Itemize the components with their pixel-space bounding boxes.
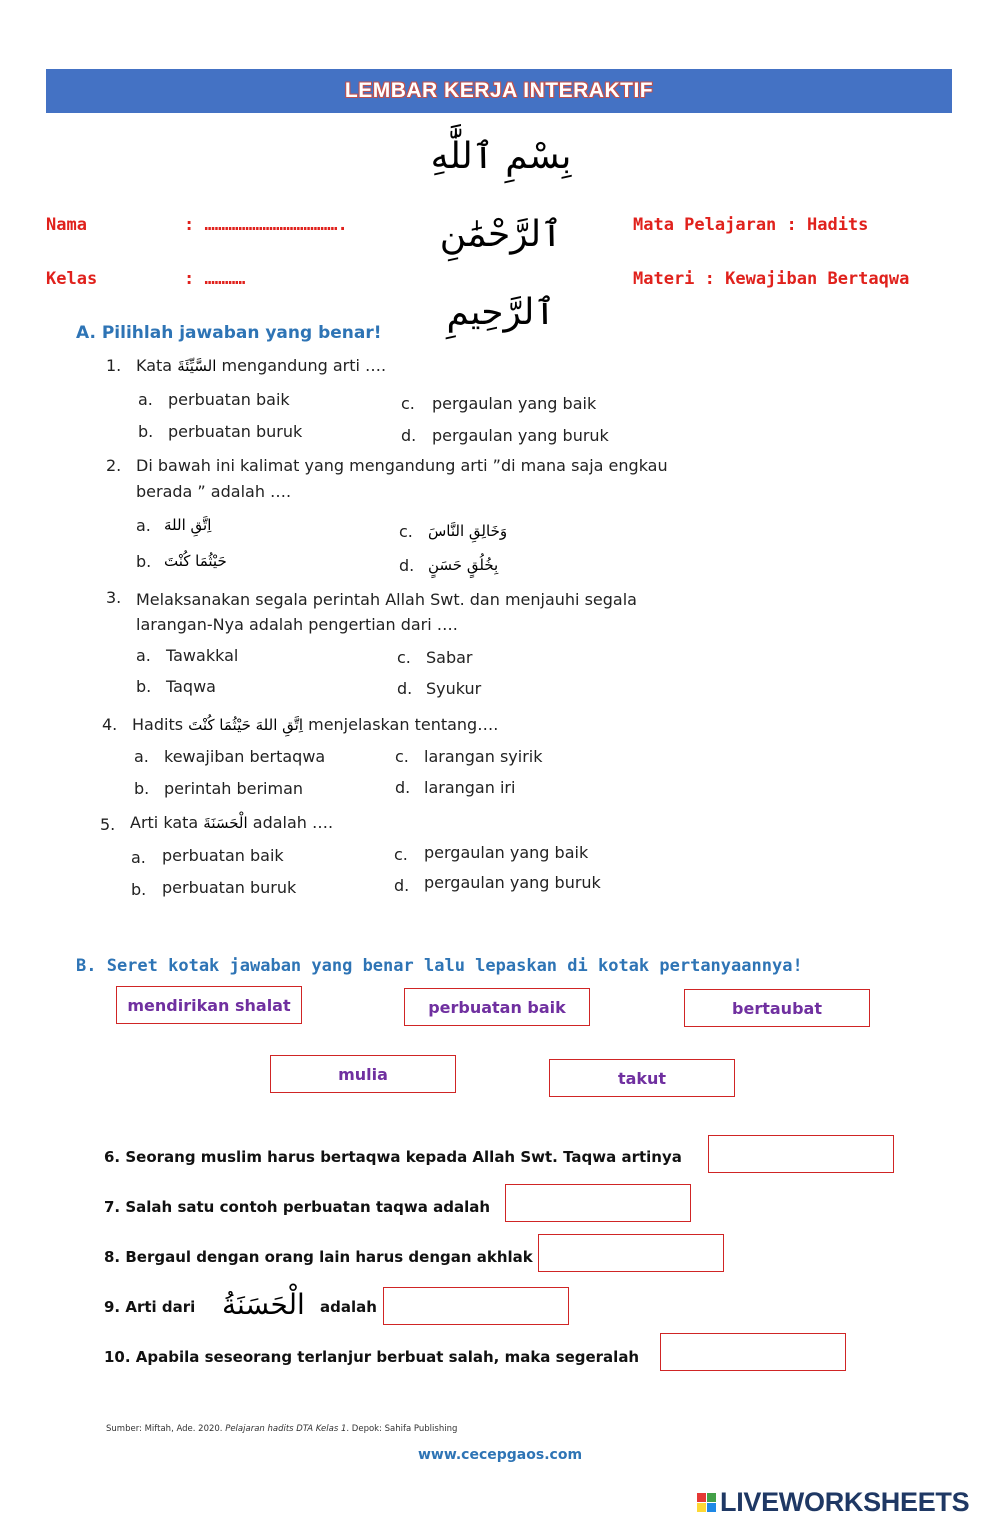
q3-option-b[interactable]: Taqwa [166,677,216,696]
q5-option-c[interactable]: pergaulan yang baik [424,843,589,862]
drag-option-takut[interactable]: takut [549,1059,735,1097]
question-6: 6. Seorang muslim harus bertaqwa kepada Allah Swt. Taqwa artinya [104,1148,682,1166]
worksheet-title: LEMBAR KERJA INTERAKTIF [344,79,654,102]
q5-option-a[interactable]: perbuatan baik [162,846,284,865]
q3-option-b-letter[interactable]: b. [136,677,152,696]
drop-zone-9[interactable] [383,1287,569,1325]
q2-option-b-letter[interactable]: b. [136,552,152,571]
question-5-pre: Arti kata [130,813,199,832]
question-7: 7. Salah satu contoh perbuatan taqwa adalah [104,1198,491,1216]
q2-option-c[interactable]: وَخَالِقِ النَّاسَ [428,522,508,540]
q2-option-d-letter[interactable]: d. [399,556,415,575]
question-9-pre: 9. Arti dari [104,1298,196,1316]
q2-option-b[interactable]: حَيْثُمَا كُنْتَ [164,552,227,570]
question-9-arabic: الْحَسَنَةُ [222,1288,305,1321]
q3-option-c[interactable]: Sabar [426,648,473,667]
question-4-pre: Hadits [132,715,184,734]
q5-option-d[interactable]: pergaulan yang buruk [424,873,601,892]
section-b-heading: B. Seret kotak jawaban yang benar lalu lepaskan di kotak pertanyaannya! [76,956,803,976]
q5-option-c-letter[interactable]: c. [394,845,408,864]
question-1-pre: Kata [136,356,173,375]
q2-option-c-letter[interactable]: c. [399,522,413,541]
drop-zone-10[interactable] [660,1333,846,1371]
q1-option-a[interactable]: perbuatan baik [168,390,290,409]
q2-option-a[interactable]: اِتَّقِ اللهَ [164,516,212,534]
basmala-calligraphy: بِسْمِ ٱللَّٰهِ ٱلرَّحْمَٰنِ ٱلرَّحِيمِ [430,136,572,333]
drag-option-mendirikan-shalat[interactable]: mendirikan shalat [116,986,302,1024]
q1-option-c[interactable]: pergaulan yang baik [432,394,597,413]
question-9-post: adalah [320,1298,377,1316]
q1-option-b-letter[interactable]: b. [138,422,154,441]
website-link[interactable]: www.cecepgaos.com [417,1447,583,1463]
question-5-text [130,813,333,832]
kelas-field: : ………… [184,269,246,289]
q5-option-a-letter[interactable]: a. [131,848,146,867]
q1-option-d[interactable]: pergaulan yang buruk [432,426,609,445]
title-banner [46,69,952,113]
subject-info: Mata Pelajaran : Hadits [633,215,869,235]
question-2-line2: berada ” adalah …. [136,482,292,501]
section-a-heading: A. Pilihlah jawaban yang benar! [76,323,382,343]
kelas-label: Kelas [46,269,98,289]
q5-option-d-letter[interactable]: d. [394,876,410,895]
question-1-number: 1. [106,356,122,375]
question-3-number: 3. [106,588,122,607]
question-8: 8. Bergaul dengan orang lain harus dengan akhlak [104,1248,533,1266]
q3-option-a[interactable]: Tawakkal [166,646,239,665]
source-publisher: . Depok: Sahifa Publishing [346,1424,458,1434]
nama-label: Nama [46,215,87,235]
q5-option-b-letter[interactable]: b. [131,880,147,899]
q4-option-a[interactable]: kewajiban bertaqwa [164,747,326,766]
q3-option-a-letter[interactable]: a. [136,646,151,665]
q4-option-d[interactable]: larangan iri [424,778,516,797]
liveworksheets-logo[interactable] [697,1487,969,1518]
question-5-arabic: الْحَسَنَةَ [203,814,248,832]
q1-option-a-letter[interactable]: a. [138,390,153,409]
liveworksheets-brand: LIVEWORKSHEETS [720,1487,970,1517]
question-10: 10. Apabila seseorang terlanjur berbuat salah, maka segeralah [104,1348,640,1366]
question-1-text [136,356,386,375]
drag-option-bertaubat[interactable]: bertaubat [684,989,870,1027]
q2-option-d[interactable]: بِخُلُقٍ حَسَنٍ [428,556,499,574]
q5-option-b[interactable]: perbuatan buruk [162,878,297,897]
question-4-number: 4. [102,715,118,734]
question-5-post: adalah …. [252,813,334,832]
drag-option-perbuatan-baik[interactable]: perbuatan baik [404,988,590,1026]
drop-zone-7[interactable] [505,1184,691,1222]
q3-option-c-letter[interactable]: c. [397,648,411,667]
drop-zone-6[interactable] [708,1135,894,1173]
drag-option-mulia[interactable]: mulia [270,1055,456,1093]
q4-option-c-letter[interactable]: c. [395,747,409,766]
q1-option-d-letter[interactable]: d. [401,426,417,445]
q4-option-d-letter[interactable]: d. [395,778,411,797]
question-5-number: 5. [100,815,116,834]
q3-option-d[interactable]: Syukur [426,679,482,698]
question-3-line2: larangan-Nya adalah pengertian dari …. [136,615,458,634]
q3-option-d-letter[interactable]: d. [397,679,413,698]
drop-zone-8[interactable] [538,1234,724,1272]
source-title: Pelajaran hadits DTA Kelas 1 [225,1424,347,1434]
source-citation [106,1424,457,1434]
q4-option-b[interactable]: perintah beriman [164,779,304,798]
q1-option-c-letter[interactable]: c. [401,394,415,413]
nama-field: : …………………………………. [184,215,348,235]
question-2-number: 2. [106,456,122,475]
question-3-line1: Melaksanakan segala perintah Allah Swt. dan menjauhi segala [136,590,637,609]
question-1-arabic: السَّيِّئَةَ [177,357,217,375]
question-4-arabic: اِتَّقِ اللهَ حَيْثُمَا كُنْتَ [188,716,304,734]
question-4-post: menjelaskan tentang…. [308,715,499,734]
source-author: Sumber: Miftah, Ade. 2020. [106,1424,223,1434]
q4-option-a-letter[interactable]: a. [134,747,149,766]
q1-option-b[interactable]: perbuatan buruk [168,422,303,441]
q4-option-b-letter[interactable]: b. [134,779,150,798]
q2-option-a-letter[interactable]: a. [136,516,151,535]
question-2-line1: Di bawah ini kalimat yang mengandung arti ”di mana saja engkau [136,456,668,475]
question-1-post: mengandung arti …. [221,356,387,375]
q4-option-c[interactable]: larangan syirik [424,747,543,766]
liveworksheets-logo-icon [697,1493,716,1512]
topic-info: Materi : Kewajiban Bertaqwa [633,269,910,289]
question-4-text [132,715,498,734]
